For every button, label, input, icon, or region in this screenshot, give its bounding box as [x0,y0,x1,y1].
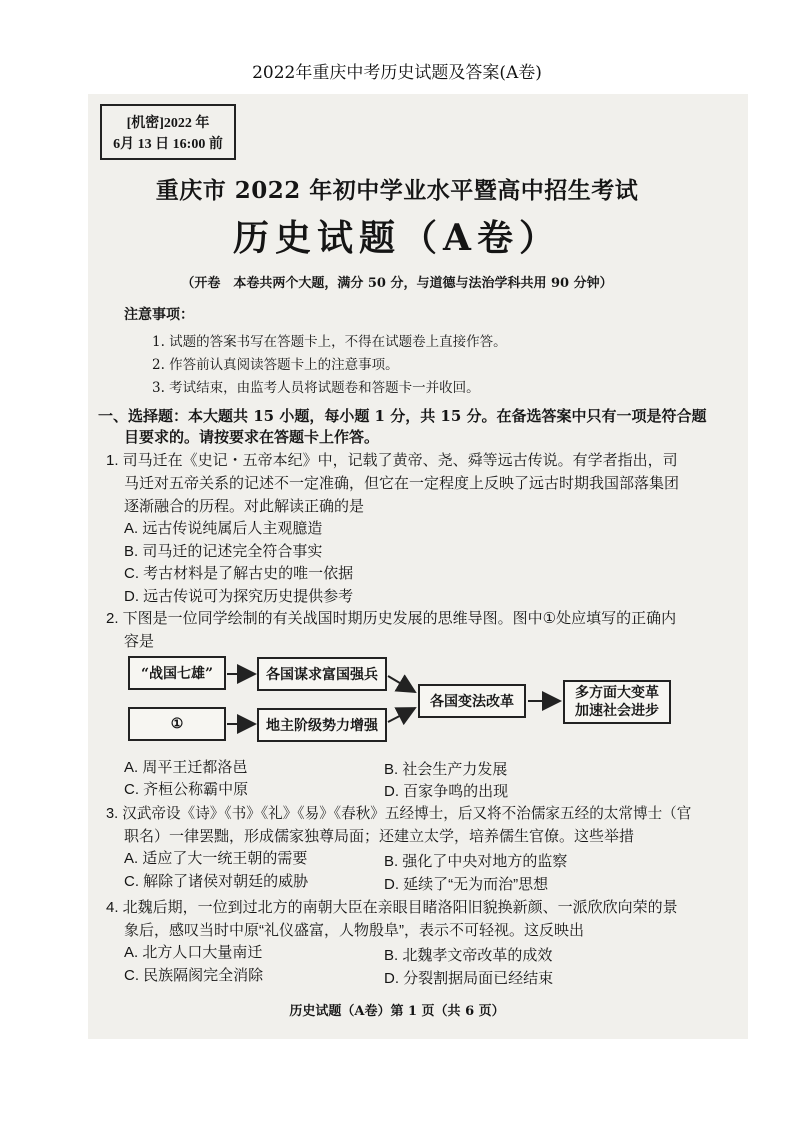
q3-option-a: A. 适应了大一统王朝的需要 [124,850,308,867]
mindmap-box-blank: ① [128,707,226,741]
document-title: 2022年重庆中考历史试题及答案(A卷) [252,63,542,83]
q4-option-a: A. 北方人口大量南迁 [124,944,263,961]
q1-option-a: A. 远古传说纯属后人主观臆造 [124,520,323,537]
note-item: 1. 试题的答案书写在答题卡上，不得在试题卷上直接作答。 [152,334,507,350]
section-heading: 一、选择题：本大题共 15 小题，每小题 1 分，共 15 分。在备选答案中只有一项是符合题 [98,407,707,425]
mindmap-box-progress [563,680,671,724]
q4-stem-line: 4. 北魏后期，一位到过北方的南朝大臣在亲眼目睹洛阳旧貌换新颜、一派欣欣向荣的景 [106,899,678,916]
q1-stem-line: 1. 司马迁在《史记・五帝本纪》中，记载了黄帝、尧、舜等远古传说。有学者指出，司 [106,452,678,469]
mindmap-box-seven-states: “战国七雄” [128,656,226,690]
section-heading-cont: 目要求的。请按要求在答题卡上作答。 [124,428,380,446]
exam-name: 重庆市 2022 年初中学业水平暨高中招生考试 [155,177,639,204]
confidential-line-2: 6月 13 日 16:00 前 [113,137,223,152]
confidential-line-1: [机密]2022 年 [126,116,210,131]
notes-title: 注意事项： [124,307,194,323]
q3-stem-line: 职名）一律罢黜，形成儒家独尊局面；还建立太学，培养儒生官僚。这些举措 [124,828,635,845]
q3-option-d: D. 延续了“无为而治”思想 [384,876,549,893]
q2-option-b: B. 社会生产力发展 [384,761,508,778]
q2-option-d: D. 百家争鸣的出现 [384,783,509,800]
mindmap-box-rich-strong: 各国谋求富国强兵 [257,657,387,691]
q3-option-c: C. 解除了诸侯对朝廷的威胁 [124,873,309,890]
mindmap-box-progress-line-1: 多方面大变革 [575,685,659,701]
mindmap-box-landlord: 地主阶级势力增强 [257,708,387,742]
mindmap-box-progress-line-2: 加速社会进步 [575,703,659,719]
q4-option-b: B. 北魏孝文帝改革的成效 [384,947,553,964]
q4-stem-line: 象后，感叹当时中原“礼仪盛富，人物殷阜”，表示不可轻视。这反映出 [124,922,584,939]
q3-stem-line: 3. 汉武帝设《诗》《书》《礼》《易》《春秋》五经博士，后又将不治儒家五经的太常博士（官 [106,806,692,822]
q2-option-c: C. 齐桓公称霸中原 [124,781,249,798]
q3-option-b: B. 强化了中央对地方的监察 [384,853,568,870]
exam-info: （开卷 本卷共两个大题，满分 50 分，与道德与法治学科共用 90 分钟） [181,276,613,291]
q1-option-b: B. 司马迁的记述完全符合事实 [124,543,323,560]
q1-option-c: C. 考古材料是了解古史的唯一依据 [124,565,354,582]
q2-stem-line: 2. 下图是一位同学绘制的有关战国时期历史发展的思维导图。图中①处应填写的正确内 [106,610,677,627]
note-item: 3. 考试结束，由监考人员将试题卷和答题卡一并收回。 [152,380,480,396]
q2-option-a: A. 周平王迁都洛邑 [124,759,248,776]
q2-stem-line: 容是 [124,633,155,650]
note-item: 2. 作答前认真阅读答题卡上的注意事项。 [152,357,399,373]
q1-stem-line: 逐渐融合的历程。对此解读正确的是 [124,498,365,515]
q1-stem-line: 马迁对五帝关系的记述不一定准确，但它在一定程度上反映了远古时期我国部落集团 [124,475,680,492]
mindmap-box-reform: 各国变法改革 [418,684,526,718]
subject-title: 历史试题（A卷） [233,217,561,259]
page-footer: 历史试题（A卷）第 1 页（共 6 页） [289,1004,505,1019]
q4-option-d: D. 分裂割据局面已经结束 [384,970,554,987]
q4-option-c: C. 民族隔阂完全消除 [124,967,264,984]
q1-option-d: D. 远古传说可为探究历史提供参考 [124,588,354,605]
